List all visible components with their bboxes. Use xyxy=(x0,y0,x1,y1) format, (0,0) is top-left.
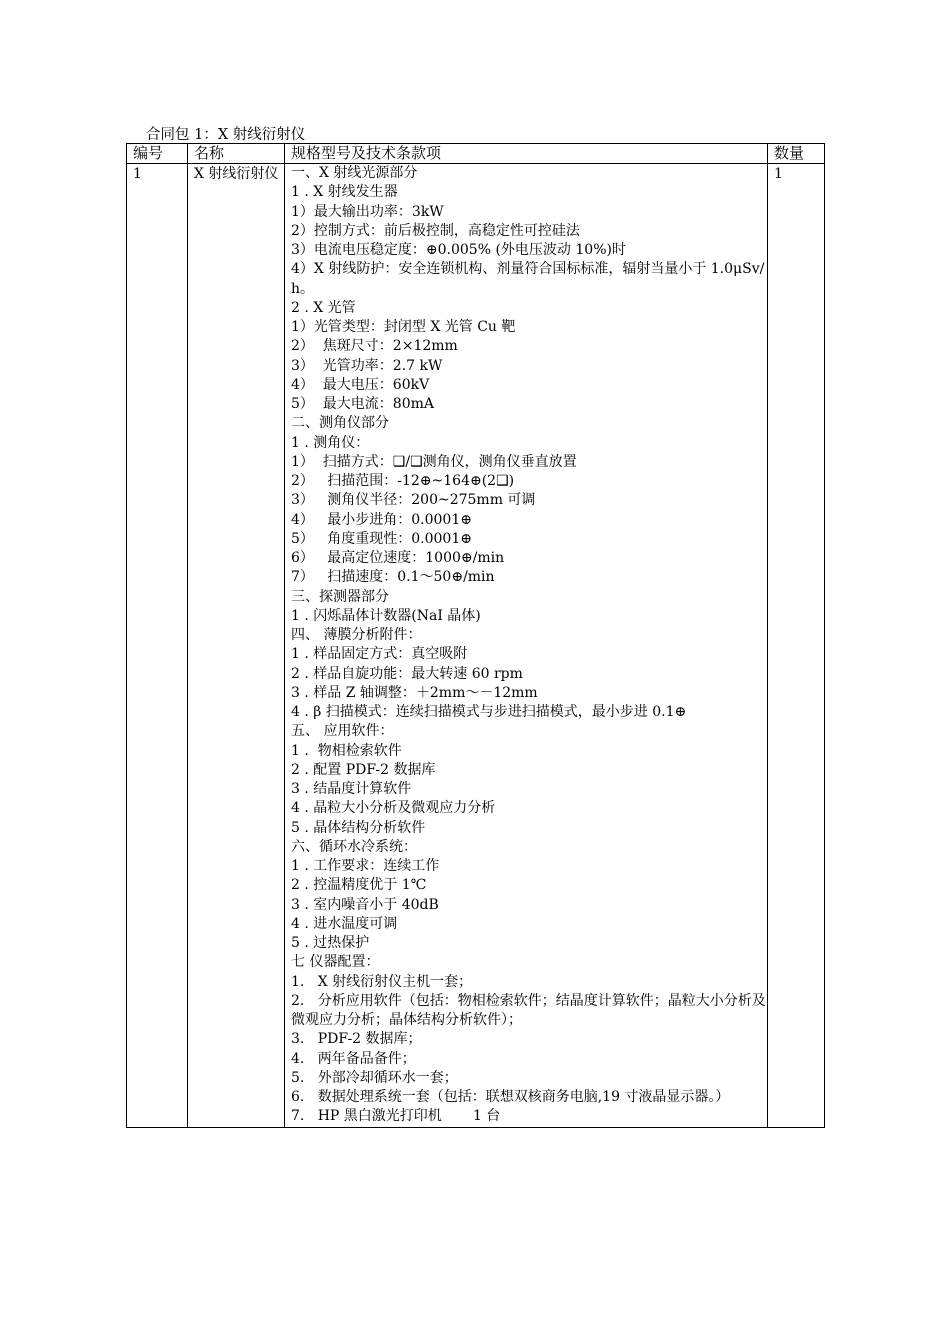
spec-line: 2 . X 光管 xyxy=(291,299,356,316)
spec-line: 5 . 过热保护 xyxy=(291,935,370,951)
cell-quantity xyxy=(768,164,825,1128)
spec-line: 4 . 晶粒大小分析及微观应力分析 xyxy=(291,800,496,817)
spec-line: 6. 数据处理系统一套（包括：联想双核商务电脑,19 寸液晶显示器。） xyxy=(291,1089,730,1105)
spec-line: 3） 测角仪半径：200~275mm 可调 xyxy=(291,492,536,509)
spec-line: 1 . 测角仪： xyxy=(291,434,370,451)
spec-line: 1 . X 射线发生器 xyxy=(291,184,398,201)
spec-line: 7） 扫描速度：0.1～50⊕/min xyxy=(291,569,495,586)
spec-line: 五、 应用软件： xyxy=(291,723,394,740)
item-number: 1 xyxy=(133,166,142,182)
header-name: 名称 xyxy=(188,144,285,164)
spec-line: 5 . 晶体结构分析软件 xyxy=(291,819,426,836)
spec-table xyxy=(126,143,825,1128)
spec-line: 一、X 射线光源部分 xyxy=(291,165,418,181)
item-name: X 射线衍射仪 xyxy=(194,166,279,182)
header-number: 编号 xyxy=(127,144,188,164)
spec-line: 六、循环水冷系统： xyxy=(291,838,417,855)
spec-line: 1）最大输出功率：3kW xyxy=(291,203,444,220)
table-row xyxy=(127,164,825,1128)
spec-line: 1）光管类型：封闭型 X 光管 Cu 靶 xyxy=(291,319,516,335)
spec-line: 3）电流电压稳定度：⊕0.005% (外电压波动 10%)时 xyxy=(291,242,626,258)
spec-line: 4） 最小步进角：0.0001⊕ xyxy=(291,511,472,528)
spec-line: 3 . 样品 Z 轴调整：＋2mm～－12mm xyxy=(291,684,538,701)
spec-line: 2）控制方式：前后极控制，高稳定性可控硅法 xyxy=(291,222,580,239)
spec-line: 2 . 样品自旋功能：最大转速 60 rpm xyxy=(291,665,523,682)
spec-line: 2 . 配置 PDF-2 数据库 xyxy=(291,761,436,778)
spec-line: 5. 外部冷却循环水一套； xyxy=(291,1069,458,1086)
item-quantity: 1 xyxy=(774,166,783,182)
spec-line: 4. 两年备品备件； xyxy=(291,1050,416,1067)
spec-line: 3） 光管功率：2.7 kW xyxy=(291,357,443,374)
spec-line: 七 仪器配置： xyxy=(291,954,380,971)
spec-line: 3. PDF-2 数据库； xyxy=(291,1031,422,1048)
spec-line: 四、 薄膜分析附件： xyxy=(291,627,422,643)
spec-line: 4 . 进水温度可调 xyxy=(291,915,398,932)
spec-line: 4） 最大电压：60kV xyxy=(291,376,430,393)
spec-line: 6） 最高定位速度：1000⊕/min xyxy=(291,550,505,566)
header-quantity: 数量 xyxy=(768,144,825,164)
spec-line: 1. X 射线衍射仪主机一套； xyxy=(291,973,473,990)
spec-lines xyxy=(291,164,767,1127)
spec-line: 1 . 闪烁晶体计数器(NaI 晶体) xyxy=(291,607,481,624)
document-title: 合同包 1：X 射线衍射仪 xyxy=(146,127,306,143)
spec-line: 3 . 室内噪音小于 40dB xyxy=(291,896,439,913)
spec-line: 2. 分析应用软件（包括：物相检索软件；结晶度计算软件；晶粒大小分析及微观应力分析；晶体结构分析软件）； xyxy=(291,992,766,1028)
spec-line: 2） 扫描范围：-12⊕~164⊕(2❑) xyxy=(291,473,515,489)
cell-name xyxy=(188,164,285,1128)
spec-line: 4）X 射线防护：安全连锁机构、剂量符合国标标准，辐射当量小于 1.0μSv/h。 xyxy=(291,261,765,297)
spec-line: 5） 最大电流：80mA xyxy=(291,396,435,412)
spec-line: 1） 扫描方式：❑/❑测角仪，测角仪垂直放置 xyxy=(291,453,577,470)
spec-line: 2 . 控温精度优于 1℃ xyxy=(291,877,427,894)
spec-line: 三、探测器部分 xyxy=(291,588,389,605)
spec-line: 二、测角仪部分 xyxy=(291,415,389,432)
spec-line: 1 . 物相检索软件 xyxy=(291,742,402,759)
spec-line: 5） 角度重现性：0.0001⊕ xyxy=(291,530,472,547)
table-header-row xyxy=(127,144,825,164)
cell-number xyxy=(127,164,188,1128)
spec-line: 1 . 工作要求：连续工作 xyxy=(291,858,440,874)
spec-line: 7. HP 黑白激光打印机 1 台 xyxy=(291,1108,501,1125)
header-spec: 规格型号及技术条款项 xyxy=(285,144,768,164)
spec-line: 4 . β 扫描模式：连续扫描模式与步进扫描模式，最小步进 0.1⊕ xyxy=(291,704,687,720)
spec-line: 1 . 样品固定方式：真空吸附 xyxy=(291,646,468,663)
spec-line: 3 . 结晶度计算软件 xyxy=(291,781,412,797)
cell-spec xyxy=(285,164,768,1128)
spec-line: 2） 焦斑尺寸：2×12mm xyxy=(291,338,458,355)
